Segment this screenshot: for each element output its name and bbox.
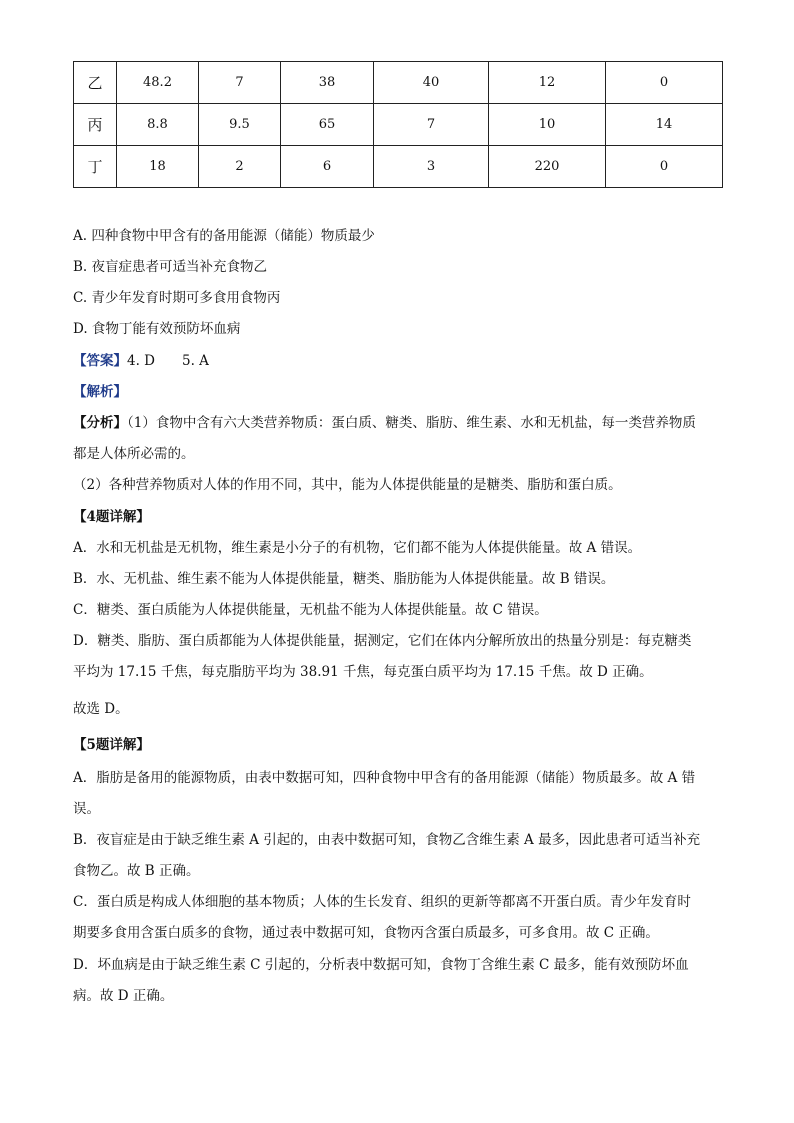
answer-line [73, 351, 209, 371]
table-cell: 7 [199, 62, 281, 104]
table-cell: 6 [281, 146, 374, 188]
q5-option-a-1: A．脂肪是备用的能源物质，由表中数据可知，四种食物中甲含有的备用能源（储能）物质最多。故 A 错 [73, 770, 696, 786]
table-cell: 9.5 [199, 104, 281, 146]
table-cell: 65 [281, 104, 374, 146]
answer-text: 4. D 5. A [127, 353, 209, 369]
table-row [74, 104, 723, 146]
q4-option-c: C．糖类、蛋白质能为人体提供能量，无机盐不能为人体提供能量。故 C 错误。 [73, 602, 548, 618]
q5-heading: 【5题详解】 [73, 737, 150, 753]
q5-option-b-1: B．夜盲症是由于缺乏维生素 A 引起的，由表中数据可知，食物乙含维生素 A 最多，因此患者可适当补充 [73, 832, 701, 848]
table-cell: 18 [117, 146, 199, 188]
q4-option-b: B．水、无机盐、维生素不能为人体提供能量，糖类、脂肪能为人体提供能量。故 B 错误。 [73, 571, 615, 587]
table-cell: 7 [374, 104, 489, 146]
nutrition-table [73, 61, 723, 188]
table-cell: 220 [489, 146, 606, 188]
q5-option-c-1: C．蛋白质是构成人体细胞的基本物质；人体的生长发育、组织的更新等都离不开蛋白质。青少年发育时 [73, 894, 691, 910]
q5-option-a-2: 误。 [73, 801, 100, 817]
option-b: B. 夜盲症患者可适当补充食物乙 [73, 259, 268, 275]
table-row [74, 62, 723, 104]
q4-heading: 【4题详解】 [73, 509, 150, 525]
table-cell: 3 [374, 146, 489, 188]
table-cell-food: 丁 [74, 146, 117, 188]
fenxi-text-1: （1）食物中含有六大类营养物质：蛋白质、糖类、脂肪、维生素、水和无机盐，每一类营养物质 [127, 415, 696, 431]
table-cell: 0 [606, 146, 723, 188]
q5-option-c-2: 期要多食用含蛋白质多的食物，通过表中数据可知，食物丙含蛋白质最多，可多食用。故 C 正确。 [73, 925, 659, 941]
table-cell: 8.8 [117, 104, 199, 146]
q4-choose: 故选 D。 [73, 701, 129, 717]
q5-option-d-2: 病。故 D 正确。 [73, 988, 174, 1004]
q4-option-a: A．水和无机盐是无机物，维生素是小分子的有机物，它们都不能为人体提供能量。故 A 错误。 [73, 540, 642, 556]
table-cell-food: 丙 [74, 104, 117, 146]
q5-option-d-1: D．坏血病是由于缺乏维生素 C 引起的，分析表中数据可知，食物丁含维生素 C 最多，能有效预防坏血 [73, 957, 689, 973]
q4-option-d-2: 平均为 17.15 千焦，每克脂肪平均为 38.91 千焦，每克蛋白质平均为 17.15 千焦。故 D 正确。 [73, 664, 653, 680]
table-cell: 14 [606, 104, 723, 146]
table-cell: 12 [489, 62, 606, 104]
option-a: A. 四种食物中甲含有的备用能源（储能）物质最少 [73, 228, 375, 244]
answer-label: 【答案】 [73, 353, 127, 369]
table-cell-food: 乙 [74, 62, 117, 104]
option-d: D. 食物丁能有效预防坏血病 [73, 321, 241, 337]
analysis-line-2: 都是人体所必需的。 [73, 446, 195, 462]
table-cell: 38 [281, 62, 374, 104]
analysis-label: 【解析】 [73, 384, 127, 400]
table-row [74, 146, 723, 188]
table-cell: 10 [489, 104, 606, 146]
table-cell: 40 [374, 62, 489, 104]
option-c: C. 青少年发育时期可多食用食物丙 [73, 290, 281, 306]
analysis-line-1 [73, 413, 696, 433]
q4-option-d-1: D．糖类、脂肪、蛋白质都能为人体提供能量，据测定，它们在体内分解所放出的热量分别是：每克糖类 [73, 633, 692, 649]
fenxi-label: 【分析】 [73, 415, 127, 431]
table-cell: 48.2 [117, 62, 199, 104]
table-cell: 2 [199, 146, 281, 188]
q5-option-b-2: 食物乙。故 B 正确。 [73, 863, 200, 879]
analysis-line-3: （2）各种营养物质对人体的作用不同，其中，能为人体提供能量的是糖类、脂肪和蛋白质。 [73, 477, 622, 493]
table-cell: 0 [606, 62, 723, 104]
